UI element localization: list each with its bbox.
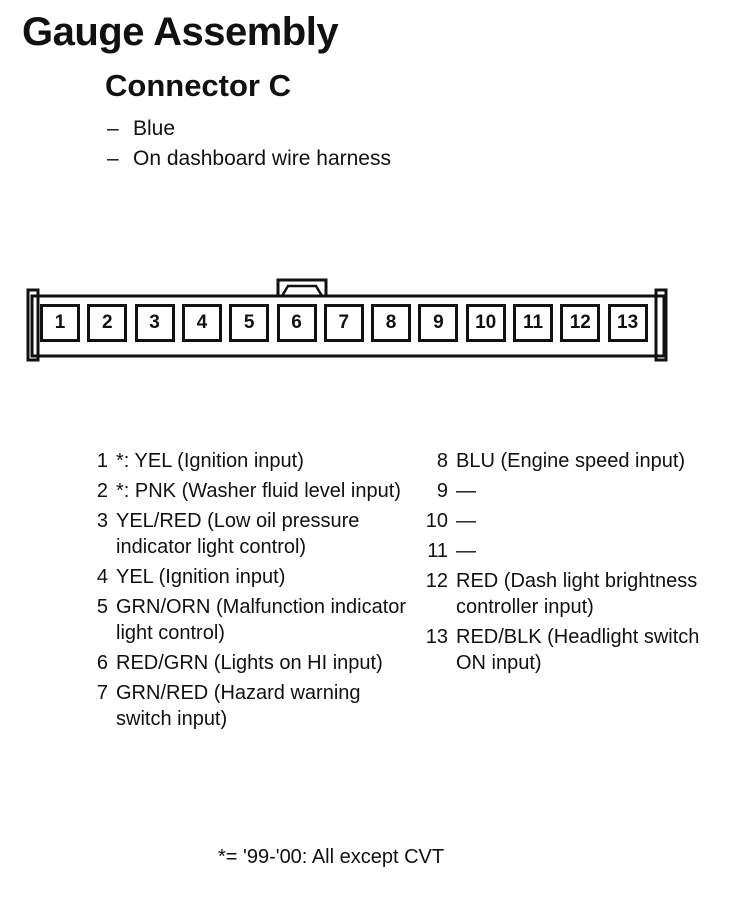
pin-description: — [456,480,476,502]
pin-number: 1 [96,450,108,472]
pin-description: RED/BLK (Headlight switch ON input) [456,626,700,674]
pin-number: 10 [425,510,448,532]
pin-row [80,564,410,590]
pin-number: 7 [96,682,108,704]
pin-row [420,538,720,564]
connector-pin: 11 [513,304,553,342]
note-location [107,144,391,174]
pin-row [420,448,720,474]
pin-number: 6 [96,652,108,674]
connector-pin: 8 [371,304,411,342]
connector-pin: 13 [608,304,648,342]
connector-pin: 9 [418,304,458,342]
connector-pin: 2 [87,304,127,342]
connector-pin: 3 [135,304,175,342]
note-text: Blue [133,117,176,140]
connector-notes [107,114,391,174]
pin-row [80,508,410,560]
note-dash: – [107,117,119,140]
connector-pin: 7 [324,304,364,342]
pin-number: 9 [436,480,448,502]
pin-description: GRN/RED (Hazard warning switch input) [116,682,361,730]
pin-list-left [80,448,410,736]
pin-row [420,624,720,676]
connector-pin: 10 [466,304,506,342]
pin-row [80,448,410,474]
connector-diagram [26,276,670,366]
note-dash: – [107,147,119,170]
pin-number: 8 [436,450,448,472]
pin-description: *: PNK (Washer fluid level input) [116,480,401,502]
connector-pin: 4 [182,304,222,342]
connector-pin: 1 [40,304,80,342]
note-text: On dashboard wire harness [133,147,391,170]
connector-pin: 12 [560,304,600,342]
pin-description: *: YEL (Ignition input) [116,450,304,472]
connector-title: Connector C [105,68,291,103]
pin-description: YEL/RED (Low oil pressure indicator light control) [116,510,360,558]
pin-number: 4 [96,566,108,588]
pin-description: YEL (Ignition input) [116,566,286,588]
pin-description: — [456,510,476,532]
pin-number: 12 [425,570,448,592]
pin-row [80,478,410,504]
page-title: Gauge Assembly [22,10,339,54]
pin-number: 2 [96,480,108,502]
pin-row [80,680,410,732]
pin-row [420,508,720,534]
pin-description: GRN/ORN (Malfunction indicator light control) [116,596,407,644]
pin-number: 5 [96,596,108,618]
note-color [107,114,391,144]
connector-pin: 5 [229,304,269,342]
pin-row [80,650,410,676]
pin-description: RED/GRN (Lights on HI input) [116,652,383,674]
pin-description: BLU (Engine speed input) [456,450,686,472]
pin-number: 13 [425,626,448,648]
pin-row [420,568,720,620]
pin-description: RED (Dash light brightness controller input) [456,570,698,618]
footnote: *= '99-'00: All except CVT [218,846,445,868]
pin-description: — [456,540,476,562]
pin-number: 3 [96,510,108,532]
pin-row [420,478,720,504]
pin-row [80,594,410,646]
pin-number: 11 [427,540,448,562]
connector-pin: 6 [277,304,317,342]
pin-list-right [420,448,720,680]
